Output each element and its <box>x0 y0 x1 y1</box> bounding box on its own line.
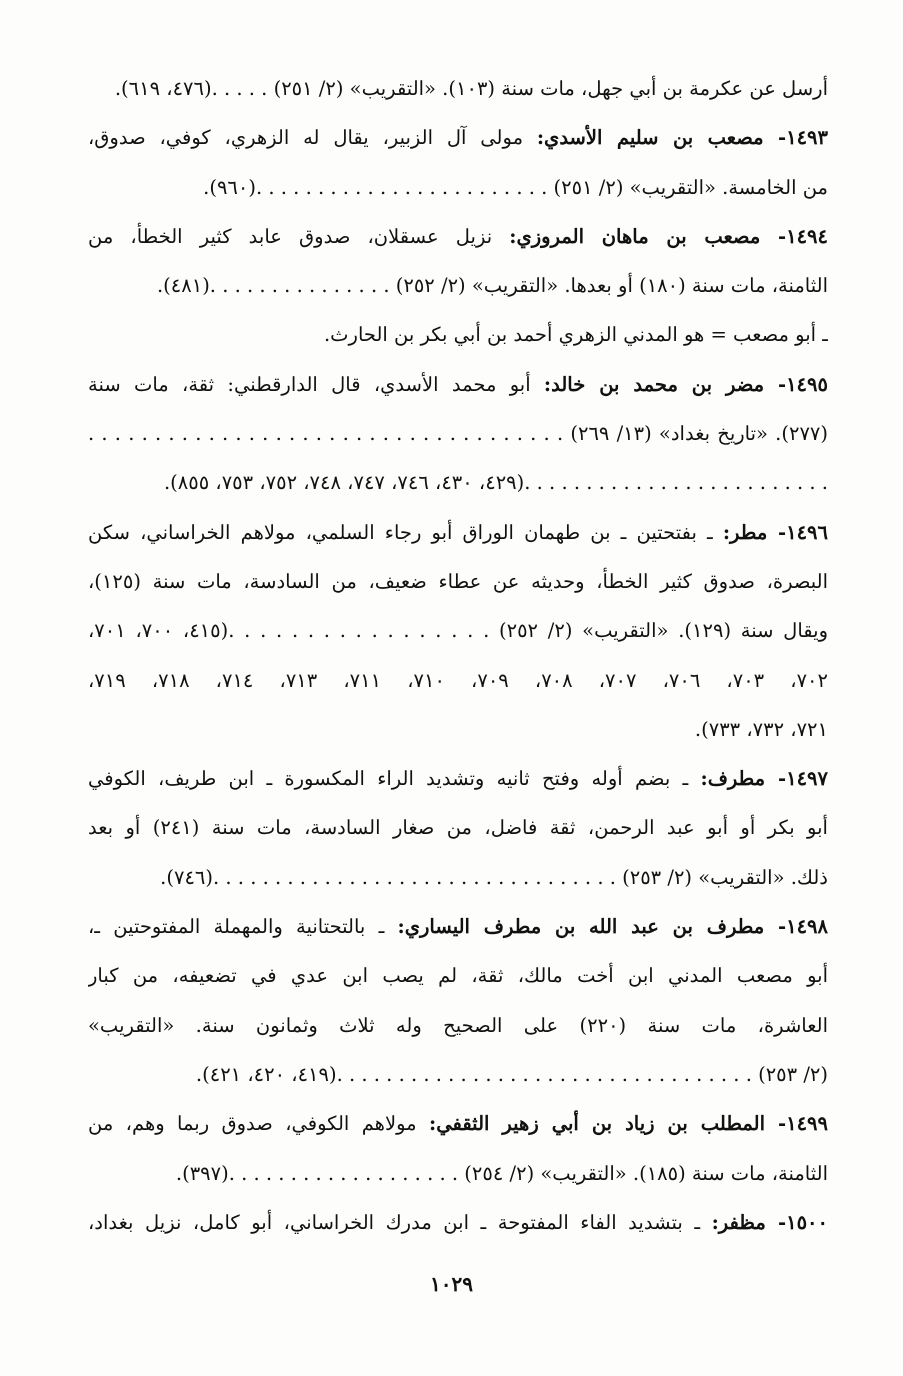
entry-number: ١٤٩٩- <box>765 1112 828 1136</box>
text-line <box>88 606 828 655</box>
line-text: مولاهم الكوفي، صدوق ربما وهم، من <box>88 1112 429 1136</box>
kunya-note <box>88 310 828 359</box>
entry-1494 <box>88 212 828 261</box>
text-line <box>88 64 828 113</box>
entry-name: مصعب بن سليم الأسدي: <box>536 126 764 150</box>
entry-name: مظفر: <box>711 1210 766 1234</box>
page-number: ١٠٢٩ <box>430 1272 473 1296</box>
text-line <box>88 705 828 754</box>
entry-1495 <box>88 360 828 409</box>
line-text: (٢٧٧). «تاريخ بغداد» (١٣/ ٢٦٩) . . . . . . . . . . . . . . . . . . . . . . . . . . . . . . . . . . . . <box>88 422 828 446</box>
entry-1500 <box>88 1198 828 1247</box>
entry-number: ١٤٩٥- <box>764 372 828 396</box>
line-text: البصرة، صدوق كثير الخطأ، وحديثه عن عطاء ضعيف، من السادسة، مات سنة (١٢٥)، <box>88 569 828 593</box>
text-line <box>88 261 828 310</box>
text-line <box>88 951 828 1000</box>
text-line <box>88 557 828 606</box>
line-text: الثامنة، مات سنة (١٨٠) أو بعدها. «التقريب» (٢/ ٢٥٢) . . . . . . . . . . . . . . .(٤٨١). <box>156 274 828 298</box>
line-text: أبو مصعب المدني ابن أخت مالك، ثقة، لم يصب ابن عدي في تضعيفه، من كبار <box>88 964 828 988</box>
entry-1499 <box>88 1099 828 1148</box>
entry-name: مضر بن محمد بن خالد: <box>543 372 765 396</box>
line-text: ذلك. «التقريب» (٢/ ٢٥٣) . . . . . . . . . . . . . . . . . . . . . . . . . . . . . . . . .(٧٤٦). <box>160 865 828 889</box>
entry-1497 <box>88 754 828 803</box>
line-text: ٧٠٢، ٧٠٣، ٧٠٦، ٧٠٧، ٧٠٨، ٧٠٩، ٧١٠، ٧١١، ٧١٣، ٧١٤، ٧١٨، ٧١٩، <box>88 668 828 692</box>
entry-number: ١٤٩٦- <box>767 520 828 544</box>
text-line <box>88 163 828 212</box>
text-line <box>88 458 828 507</box>
line-text: أبو بكر أو أبو عبد الرحمن، ثقة فاضل، من صغار السادسة، مات سنة (٢٤١) أو بعد <box>88 816 828 840</box>
line-text: . . . . . . . . . . . . . . . . . . . . . . . . .(٤٢٩، ٤٣٠، ٧٤٦، ٧٤٧، ٧٤٨، ٧٥٢، ٧٥٣، ٨٥٥). <box>163 471 828 495</box>
entry-name: مطرف: <box>700 767 766 791</box>
line-text: (٢/ ٢٥٣) . . . . . . . . . . . . . . . . . . . . . . . . . . . . . . . . . .(٤١٩، ٤٢٠، ٤٢١). <box>195 1062 828 1086</box>
entry-number: ١٤٩٨- <box>764 915 828 939</box>
text-line <box>88 1001 828 1050</box>
line-text: ٧٢١، ٧٣٢، ٧٣٣). <box>694 717 828 741</box>
line-text: الثامنة، مات سنة (١٨٥). «التقريب» (٢/ ٢٥٤) . . . . . . . . . . . . . . . . . . .(٣٩٧). <box>175 1161 828 1185</box>
line-text: ـ أبو مصعب = هو المدني الزهري أحمد بن أبي بكر بن الحارث. <box>323 323 828 347</box>
text-line <box>88 853 828 902</box>
entry-name: مصعب بن ماهان المروزي: <box>509 224 761 248</box>
entry-1498 <box>88 902 828 951</box>
text-line <box>88 409 828 458</box>
line-text: ـ بفتحتين ـ بن طهمان الوراق أبو رجاء السلمي، مولاهم الخراساني، سكن <box>88 520 723 544</box>
text-line <box>88 803 828 852</box>
text-line <box>88 656 828 705</box>
entry-number: ١٥٠٠- <box>765 1210 828 1234</box>
line-text: العاشرة، مات سنة (٢٢٠) على الصحيح وله ثلاث وثمانون سنة. «التقريب» <box>88 1013 828 1037</box>
biography-text <box>88 64 828 1247</box>
entry-name: المطلب بن زياد بن أبي زهير الثقفي: <box>429 1112 766 1136</box>
entry-number: ١٤٩٧- <box>765 767 828 791</box>
line-text: أبو محمد الأسدي، قال الدارقطني: ثقة، مات سنة <box>88 372 544 396</box>
line-text: من الخامسة. «التقريب» (٢/ ٢٥١) . . . . . . . . . . . . . . . . . . . . . . . .(٩٦٠). <box>203 175 828 199</box>
line-text: أرسل عن عكرمة بن أبي جهل، مات سنة (١٠٣). «التقريب» (٢/ ٢٥١) . . . . .(٤٧٦، ٦١٩). <box>114 77 828 100</box>
line-text: ويقال سنة (١٢٩). «التقريب» (٢/ ٢٥٢) . . . . . . . . . . . . . . . . .(٤١٥، ٧٠٠، ٧٠١، <box>88 619 828 643</box>
line-text: ـ بتشديد الفاء المفتوحة ـ ابن مدرك الخراساني، أبو كامل، نزيل بغداد، <box>88 1210 712 1234</box>
entry-name: مطر: <box>722 520 768 544</box>
line-text: ـ بالتحتانية والمهملة المفتوحتين ـ، <box>88 915 398 939</box>
text-line <box>88 1050 828 1099</box>
line-text: ـ بضم أوله وفتح ثانيه وتشديد الراء المكسورة ـ ابن طريف، الكوفي <box>88 767 701 791</box>
entry-number: ١٤٩٣- <box>763 126 828 150</box>
entry-number: ١٤٩٤- <box>760 224 828 248</box>
line-text: مولى آل الزبير، يقال له الزهري، كوفي، صدوق، <box>88 126 537 150</box>
line-text: نزيل عسقلان، صدوق عابد كثير الخطأ، من <box>88 224 510 248</box>
entry-name: مطرف بن عبد الله بن مطرف اليساري: <box>397 915 765 939</box>
entry-1496 <box>88 508 828 557</box>
entry-1493 <box>88 113 828 162</box>
text-line <box>88 1149 828 1198</box>
